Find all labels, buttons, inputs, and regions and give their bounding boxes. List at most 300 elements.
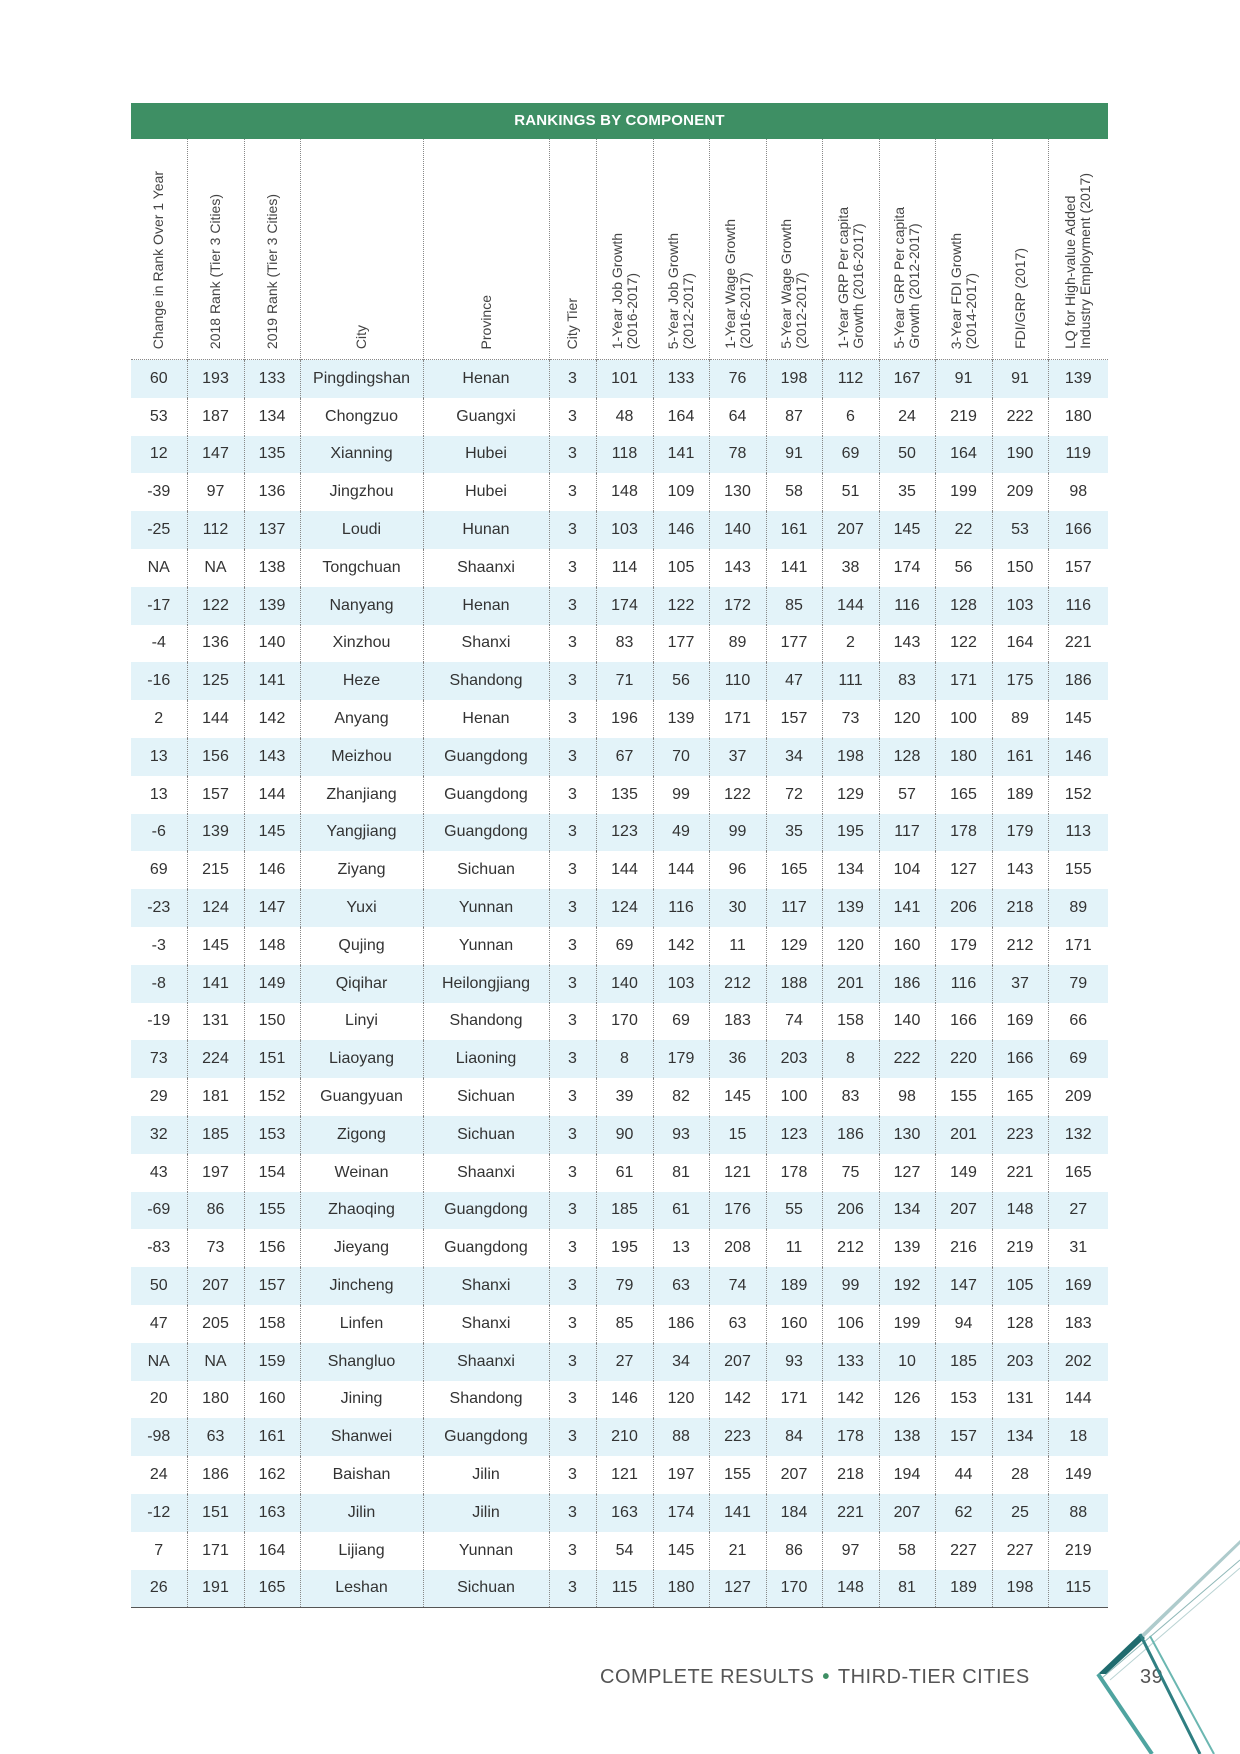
table-cell: 39 <box>596 1078 653 1116</box>
table-banner: RANKINGS BY COMPONENT <box>131 103 1108 139</box>
table-cell: 136 <box>244 473 300 511</box>
table-cell: 81 <box>879 1570 935 1608</box>
table-cell: 145 <box>653 1532 709 1570</box>
table-cell: 223 <box>709 1418 766 1456</box>
table-cell: 105 <box>653 549 709 587</box>
table-cell: 207 <box>935 1192 992 1230</box>
table-row <box>131 1003 1108 1041</box>
table-cell: 150 <box>992 549 1048 587</box>
column-header <box>766 139 822 360</box>
table-cell: 73 <box>187 1229 244 1267</box>
table-cell: 128 <box>992 1305 1048 1343</box>
table-row <box>131 1229 1108 1267</box>
table-cell: 53 <box>149 407 168 425</box>
table-cell: 144 <box>1048 1381 1108 1419</box>
table-cell: 170 <box>596 1003 653 1041</box>
table-row <box>131 1456 1108 1494</box>
table-cell: 222 <box>879 1040 935 1078</box>
table-cell: 63 <box>709 1305 766 1343</box>
table-cell: 109 <box>653 473 709 511</box>
table-cell: 165 <box>244 1570 300 1608</box>
table-cell: 29 <box>149 1088 168 1106</box>
table-cell: 160 <box>244 1381 300 1419</box>
table-cell: 140 <box>596 965 653 1003</box>
table-cell: 152 <box>244 1078 300 1116</box>
table-cell: Yunnan <box>423 927 549 965</box>
table-cell: Sichuan <box>423 851 549 889</box>
table-cell: -69 <box>131 1192 187 1230</box>
table-cell: 166 <box>935 1003 992 1041</box>
table-row <box>131 511 1108 549</box>
table-cell: 38 <box>822 549 879 587</box>
table-cell: 47 <box>766 662 822 700</box>
table-cell: 208 <box>709 1229 766 1267</box>
table-cell: 69 <box>1048 1040 1108 1078</box>
table-cell: 127 <box>935 851 992 889</box>
table-cell: 89 <box>709 625 766 663</box>
table-cell: Shanwei <box>300 1418 423 1456</box>
table-cell: 105 <box>992 1267 1048 1305</box>
table-cell: Jilin <box>423 1494 549 1532</box>
table-cell: 131 <box>187 1003 244 1041</box>
table-cell: 73 <box>822 700 879 738</box>
table-cell: 207 <box>187 1267 244 1305</box>
table-cell: 69 <box>653 1003 709 1041</box>
table-cell: 155 <box>1048 851 1108 889</box>
table-cell: 88 <box>653 1418 709 1456</box>
table-cell: 60 <box>131 360 187 398</box>
table-cell: 112 <box>187 511 244 549</box>
table-cell: 28 <box>992 1456 1048 1494</box>
table-cell: 192 <box>879 1267 935 1305</box>
table-cell: 151 <box>244 1040 300 1078</box>
table-cell: 149 <box>935 1154 992 1192</box>
table-cell: 83 <box>822 1078 879 1116</box>
column-header-label: Change in Rank Over 1 Year <box>150 170 167 349</box>
table-cell: 20 <box>149 1390 168 1408</box>
table-cell: 99 <box>822 1267 879 1305</box>
table-cell: 186 <box>187 1456 244 1494</box>
table-cell: Yunnan <box>423 889 549 927</box>
table-cell: Shaanxi <box>423 549 549 587</box>
table-cell: NA <box>131 1343 187 1381</box>
table-cell: 104 <box>879 851 935 889</box>
table-cell: 181 <box>187 1078 244 1116</box>
table-cell: 197 <box>187 1154 244 1192</box>
table-cell: 161 <box>766 511 822 549</box>
table-cell: 117 <box>879 814 935 852</box>
table-cell: 54 <box>596 1532 653 1570</box>
table-cell: Xianning <box>300 436 423 474</box>
table-cell: 145 <box>709 1078 766 1116</box>
table-cell: 3 <box>549 851 596 889</box>
table-cell: 55 <box>766 1192 822 1230</box>
table-cell: 79 <box>1048 965 1108 1003</box>
table-cell: Guangdong <box>423 1229 549 1267</box>
table-cell: 115 <box>1048 1570 1108 1608</box>
table-cell: 3 <box>549 1532 596 1570</box>
table-cell: 31 <box>1048 1229 1108 1267</box>
table-cell: 75 <box>822 1154 879 1192</box>
table-cell: 144 <box>596 851 653 889</box>
table-cell: 180 <box>1048 398 1108 436</box>
table-cell: 186 <box>1048 662 1108 700</box>
table-cell: 176 <box>709 1192 766 1230</box>
table-cell: 99 <box>653 776 709 814</box>
table-cell: 142 <box>653 927 709 965</box>
table-row <box>131 1078 1108 1116</box>
table-cell: 171 <box>766 1381 822 1419</box>
table-cell: 3 <box>549 1003 596 1041</box>
table-cell: 124 <box>596 889 653 927</box>
table-cell: 160 <box>766 1305 822 1343</box>
table-cell: Linfen <box>300 1305 423 1343</box>
table-cell: Zigong <box>300 1116 423 1154</box>
table-cell: 119 <box>1048 436 1108 474</box>
table-cell: Liaoyang <box>300 1040 423 1078</box>
table-cell: 103 <box>596 511 653 549</box>
table-cell: 133 <box>244 360 300 398</box>
table-cell: 133 <box>822 1343 879 1381</box>
table-cell: 100 <box>766 1078 822 1116</box>
table-cell: 145 <box>244 814 300 852</box>
table-cell: -17 <box>131 587 187 625</box>
table-cell: 178 <box>822 1418 879 1456</box>
table-cell: 139 <box>822 889 879 927</box>
table-cell: 86 <box>187 1192 244 1230</box>
table-cell: 123 <box>596 814 653 852</box>
table-cell: 174 <box>879 549 935 587</box>
table-cell: Shandong <box>423 1381 549 1419</box>
table-cell: Hubei <box>423 473 549 511</box>
table-cell: Shandong <box>423 662 549 700</box>
column-header <box>131 139 187 360</box>
table-cell: 155 <box>244 1192 300 1230</box>
table-cell: 202 <box>1048 1343 1108 1381</box>
table-cell: 189 <box>766 1267 822 1305</box>
table-cell: 34 <box>766 738 822 776</box>
table-cell: 201 <box>935 1116 992 1154</box>
table-cell: 3 <box>549 1192 596 1230</box>
table-cell: Jilin <box>423 1456 549 1494</box>
table-cell: 22 <box>935 511 992 549</box>
table-cell: 199 <box>935 473 992 511</box>
table-cell: 186 <box>879 965 935 1003</box>
table-cell: 3 <box>549 1229 596 1267</box>
table-cell: 91 <box>766 436 822 474</box>
table-cell: 27 <box>596 1343 653 1381</box>
table-cell: 56 <box>653 662 709 700</box>
table-cell: 124 <box>187 889 244 927</box>
table-cell: Jining <box>300 1381 423 1419</box>
table-cell: 198 <box>766 360 822 398</box>
table-cell: 207 <box>709 1343 766 1381</box>
table-row <box>131 1267 1108 1305</box>
table-cell: 206 <box>935 889 992 927</box>
table-cell: 166 <box>1048 511 1108 549</box>
table-cell: 219 <box>1048 1532 1108 1570</box>
table-cell: -4 <box>151 634 166 652</box>
table-cell: 167 <box>879 360 935 398</box>
table-cell: 37 <box>992 965 1048 1003</box>
table-cell: 142 <box>244 700 300 738</box>
page-footer <box>600 1666 1164 1689</box>
table-row <box>131 1418 1108 1456</box>
column-header <box>300 139 423 360</box>
table-row <box>131 1116 1108 1154</box>
table-cell: 219 <box>992 1229 1048 1267</box>
table-cell: 21 <box>709 1532 766 1570</box>
table-cell: 134 <box>244 398 300 436</box>
table-cell: 164 <box>244 1532 300 1570</box>
table-cell: 177 <box>766 625 822 663</box>
table-cell: 3 <box>549 889 596 927</box>
table-cell: 205 <box>187 1305 244 1343</box>
table-cell: 218 <box>822 1456 879 1494</box>
table-cell: 221 <box>992 1154 1048 1192</box>
table-cell: Jilin <box>300 1494 423 1532</box>
table-cell: 180 <box>935 738 992 776</box>
table-cell: 171 <box>709 700 766 738</box>
table-cell: 3 <box>549 662 596 700</box>
table-cell: 62 <box>935 1494 992 1532</box>
table-cell: 148 <box>992 1192 1048 1230</box>
table-cell: Shaanxi <box>423 1154 549 1192</box>
table-cell: -3 <box>151 936 166 954</box>
column-header-label: 1-Year GRP Per capita Growth (2016-2017) <box>834 207 866 349</box>
table-cell: 223 <box>992 1116 1048 1154</box>
table-cell: 216 <box>935 1229 992 1267</box>
table-cell: Shangluo <box>300 1343 423 1381</box>
table-row <box>131 473 1108 511</box>
column-header <box>244 139 300 360</box>
table-cell: Tongchuan <box>300 549 423 587</box>
table-cell: 3 <box>549 1381 596 1419</box>
column-header-label: City Tier <box>564 297 580 349</box>
table-cell: 3 <box>549 1418 596 1456</box>
table-cell: 164 <box>935 436 992 474</box>
table-cell: 91 <box>992 360 1048 398</box>
table-cell: 142 <box>709 1381 766 1419</box>
table-cell: 144 <box>187 700 244 738</box>
column-header-label: Province <box>477 294 494 349</box>
table-cell: 32 <box>131 1116 187 1154</box>
table-cell: 155 <box>709 1456 766 1494</box>
table-cell: 139 <box>653 700 709 738</box>
table-cell: 125 <box>187 662 244 700</box>
table-cell: 85 <box>766 587 822 625</box>
table-cell: 147 <box>244 889 300 927</box>
table-cell: Pingdingshan <box>300 360 423 398</box>
table-cell: 128 <box>935 587 992 625</box>
table-cell: 193 <box>187 360 244 398</box>
table-cell: Leshan <box>300 1570 423 1608</box>
table-cell: 157 <box>766 700 822 738</box>
table-cell: Chongzuo <box>300 398 423 436</box>
table-cell: 126 <box>879 1381 935 1419</box>
table-cell: 50 <box>879 436 935 474</box>
table-cell: 67 <box>596 738 653 776</box>
table-cell: 143 <box>992 851 1048 889</box>
table-cell: 116 <box>1048 587 1108 625</box>
table-cell: 179 <box>935 927 992 965</box>
table-cell: 143 <box>244 738 300 776</box>
table-cell: 3 <box>549 965 596 1003</box>
table-cell: 34 <box>653 1343 709 1381</box>
table-cell: 172 <box>709 587 766 625</box>
table-cell: Zhanjiang <box>300 776 423 814</box>
table-row <box>131 625 1108 663</box>
table-cell: 148 <box>596 473 653 511</box>
table-cell: 138 <box>244 549 300 587</box>
table-cell: 74 <box>766 1003 822 1041</box>
table-cell: 3 <box>549 814 596 852</box>
table-cell: 83 <box>596 625 653 663</box>
table-cell: 116 <box>935 965 992 1003</box>
table-cell: Hubei <box>423 436 549 474</box>
table-cell: Jieyang <box>300 1229 423 1267</box>
table-cell: NA <box>187 1343 244 1381</box>
table-cell: 13 <box>131 738 187 776</box>
table-cell: 157 <box>935 1418 992 1456</box>
table-cell: 11 <box>709 927 766 965</box>
table-cell: 166 <box>992 1040 1048 1078</box>
table-row <box>131 1343 1108 1381</box>
table-cell: 203 <box>766 1040 822 1078</box>
table-cell: 12 <box>131 436 187 474</box>
table-cell: Sichuan <box>423 1078 549 1116</box>
table-cell: 74 <box>709 1267 766 1305</box>
table-row <box>131 700 1108 738</box>
table-cell: -16 <box>131 662 187 700</box>
table-cell: 69 <box>822 436 879 474</box>
column-header <box>1048 139 1108 360</box>
table-cell: 121 <box>709 1154 766 1192</box>
table-cell: 98 <box>1048 473 1108 511</box>
table-cell: 83 <box>879 662 935 700</box>
table-cell: 143 <box>709 549 766 587</box>
table-cell: -83 <box>147 1239 171 1257</box>
table-cell: 212 <box>822 1229 879 1267</box>
column-header <box>653 139 709 360</box>
table-cell: 78 <box>709 436 766 474</box>
table-cell: 113 <box>1048 814 1108 852</box>
table-cell: 162 <box>244 1456 300 1494</box>
table-cell: 86 <box>766 1532 822 1570</box>
table-cell: 116 <box>879 587 935 625</box>
table-cell: 180 <box>187 1381 244 1419</box>
table-cell: 179 <box>653 1040 709 1078</box>
table-row <box>131 1532 1108 1570</box>
table-cell: 220 <box>935 1040 992 1078</box>
table-cell: 141 <box>879 889 935 927</box>
table-cell: 144 <box>653 851 709 889</box>
table-cell: 69 <box>596 927 653 965</box>
table-cell: 47 <box>149 1314 168 1332</box>
table-cell: 191 <box>187 1570 244 1608</box>
table-cell: Henan <box>423 360 549 398</box>
table-cell: 218 <box>992 889 1048 927</box>
table-cell: Shanxi <box>423 1267 549 1305</box>
table-cell: 169 <box>992 1003 1048 1041</box>
table-cell: 51 <box>822 473 879 511</box>
column-header-label: 1-Year Wage Growth (2016-2017) <box>721 219 753 349</box>
table-cell: 130 <box>709 473 766 511</box>
table-cell: 178 <box>935 814 992 852</box>
column-header-label: 1-Year Job Growth (2016-2017) <box>608 232 640 349</box>
table-cell: 13 <box>653 1229 709 1267</box>
table-cell: Heze <box>300 662 423 700</box>
table-cell: 189 <box>992 776 1048 814</box>
table-cell: 3 <box>549 1267 596 1305</box>
table-cell: 63 <box>653 1267 709 1305</box>
table-cell: Henan <box>423 700 549 738</box>
table-cell: 158 <box>244 1305 300 1343</box>
table-cell: 76 <box>709 360 766 398</box>
table-cell: 141 <box>653 436 709 474</box>
table-cell: 127 <box>879 1154 935 1192</box>
table-cell: Yangjiang <box>300 814 423 852</box>
table-cell: 165 <box>1048 1154 1108 1192</box>
table-cell: 129 <box>766 927 822 965</box>
table-cell: 171 <box>1048 927 1108 965</box>
table-cell: -25 <box>131 511 187 549</box>
column-header-label: 3-Year FDI Growth (2014-2017) <box>947 232 979 349</box>
table-row <box>131 549 1108 587</box>
column-header-label: FDI/GRP (2017) <box>1011 248 1028 349</box>
table-cell: 118 <box>596 436 653 474</box>
table-cell: 61 <box>653 1192 709 1230</box>
table-cell: 3 <box>549 1570 596 1608</box>
table-cell: 164 <box>653 398 709 436</box>
table-cell: 90 <box>596 1116 653 1154</box>
table-cell: 158 <box>822 1003 879 1041</box>
table-cell: 163 <box>244 1494 300 1532</box>
table-cell: Qiqihar <box>300 965 423 1003</box>
table-row <box>131 587 1108 625</box>
table-cell: -8 <box>131 965 187 1003</box>
table-cell: 139 <box>879 1229 935 1267</box>
table-cell: 150 <box>244 1003 300 1041</box>
table-cell: 121 <box>596 1456 653 1494</box>
table-cell: 152 <box>1048 776 1108 814</box>
table-cell: Yunnan <box>423 1532 549 1570</box>
table-cell: 149 <box>1048 1456 1108 1494</box>
table-cell: Shandong <box>423 1003 549 1041</box>
table-cell: 120 <box>822 927 879 965</box>
table-cell: 136 <box>187 625 244 663</box>
table-cell: 130 <box>879 1116 935 1154</box>
table-cell: 171 <box>187 1532 244 1570</box>
table-cell: 140 <box>244 625 300 663</box>
table-cell: 209 <box>1048 1078 1108 1116</box>
table-cell: 161 <box>992 738 1048 776</box>
table-cell: 122 <box>187 587 244 625</box>
column-header <box>879 139 935 360</box>
table-cell: Nanyang <box>300 587 423 625</box>
table-row <box>131 398 1108 436</box>
table-cell: 25 <box>992 1494 1048 1532</box>
table-cell: 131 <box>992 1381 1048 1419</box>
table-cell: Loudi <box>300 511 423 549</box>
table-cell: 155 <box>935 1078 992 1116</box>
table-cell: 3 <box>549 1343 596 1381</box>
table-cell: 188 <box>766 965 822 1003</box>
table-cell: Hunan <box>423 511 549 549</box>
table-cell: Guangxi <box>423 398 549 436</box>
table-cell: 138 <box>879 1418 935 1456</box>
table-row <box>131 738 1108 776</box>
